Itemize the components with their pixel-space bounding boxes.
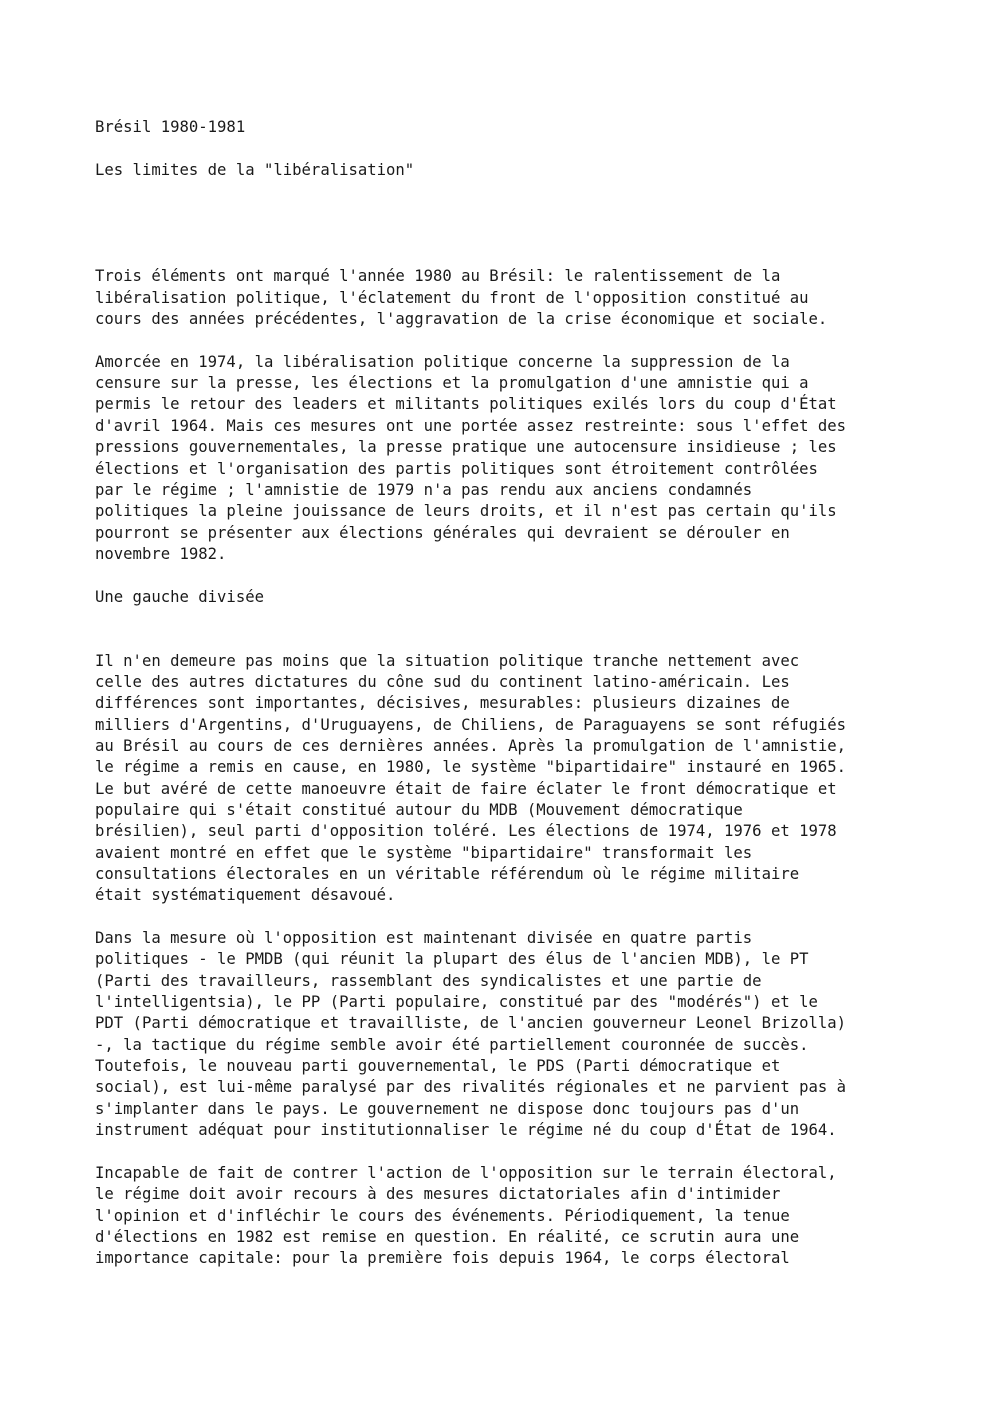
- paragraph-line: importance capitale: pour la première fois depuis 1964, le corps électoral: [95, 1249, 790, 1268]
- paragraph-line: l'intelligentsia), le PP (Parti populaire, constitué par des "modérés") et le: [95, 993, 818, 1012]
- paragraph-line: novembre 1982.: [95, 544, 227, 563]
- paragraph-line: libéralisation politique, l'éclatement du front de l'opposition constitué au: [95, 288, 809, 307]
- paragraph-line: l'opinion et d'infléchir le cours des événements. Périodiquement, la tenue: [95, 1206, 790, 1225]
- paragraph-line: cours des années précédentes, l'aggravation de la crise économique et sociale.: [95, 310, 828, 329]
- paragraph-line: milliers d'Argentins, d'Uruguayens, de Chiliens, de Paraguayens se sont réfugiés: [95, 715, 847, 734]
- paragraph-line: Le but avéré de cette manoeuvre était de faire éclater le front démocratique et: [95, 779, 837, 798]
- paragraph-line: Amorcée en 1974, la libéralisation politique concerne la suppression de la: [95, 352, 790, 371]
- spacer: [95, 907, 955, 928]
- paragraph-line: instrument adéquat pour institutionnaliser le régime né du coup d'État de 1964.: [95, 1121, 837, 1140]
- spacer: [95, 181, 955, 266]
- paragraph-line: différences sont importantes, décisives, mesurables: plusieurs dizaines de: [95, 694, 790, 713]
- paragraph-line: Incapable de fait de contrer l'action de l'opposition sur le terrain électoral,: [95, 1163, 837, 1182]
- paragraph-line: Dans la mesure où l'opposition est maintenant divisée en quatre partis: [95, 929, 753, 948]
- paragraph-line: (Parti des travailleurs, rassemblant des syndicalistes et une partie de: [95, 971, 762, 990]
- paragraph-line: par le régime ; l'amnistie de 1979 n'a pas rendu aux anciens condamnés: [95, 480, 753, 499]
- spacer: [95, 565, 955, 586]
- document-subtitle: Les limites de la "libéralisation": [95, 160, 415, 179]
- paragraph-line: censure sur la presse, les élections et la promulgation d'une amnistie qui a: [95, 374, 809, 393]
- paragraph-opposition: [95, 928, 955, 1141]
- spacer: [95, 1142, 955, 1163]
- paragraph-line: PDT (Parti démocratique et travailliste, de l'ancien gouverneur Leonel Brizolla): [95, 1014, 847, 1033]
- paragraph-line: avaient montré en effet que le système "bipartidaire" transformait les: [95, 843, 753, 862]
- paragraph-line: celle des autres dictatures du cône sud du continent latino-américain. Les: [95, 672, 790, 691]
- paragraph-line: politiques - le PMDB (qui réunit la plupart des élus de l'ancien MDB), le PT: [95, 950, 809, 969]
- paragraph-liberalisation: [95, 352, 955, 565]
- paragraph-situation: [95, 651, 955, 907]
- document-title: Brésil 1980-1981: [95, 118, 246, 136]
- paragraph-line: le régime doit avoir recours à des mesures dictatoriales afin d'intimider: [95, 1185, 781, 1204]
- paragraph-line: au Brésil au cours de ces dernières années. Après la promulgation de l'amnistie,: [95, 736, 847, 755]
- paragraph-line: d'élections en 1982 est remise en question. En réalité, ce scrutin aura une: [95, 1227, 800, 1246]
- paragraph-line: pourront se présenter aux élections générales qui devraient se dérouler en: [95, 523, 790, 542]
- paragraph-regime: [95, 1163, 955, 1270]
- paragraph-line: brésilien), seul parti d'opposition toléré. Les élections de 1974, 1976 et 1978: [95, 822, 837, 841]
- paragraph-line: élections et l'organisation des partis politiques sont étroitement contrôlées: [95, 459, 818, 478]
- document-page: [95, 117, 955, 1270]
- paragraph-line: Il n'en demeure pas moins que la situation politique tranche nettement avec: [95, 651, 800, 670]
- paragraph-line: d'avril 1964. Mais ces mesures ont une portée assez restreinte: sous l'effet des: [95, 416, 847, 435]
- paragraph-line: Trois éléments ont marqué l'année 1980 au Brésil: le ralentissement de la: [95, 267, 781, 286]
- spacer: [95, 608, 955, 651]
- section-heading: Une gauche divisée: [95, 587, 264, 606]
- paragraph-line: social), est lui-même paralysé par des rivalités régionales et ne parvient pas à: [95, 1078, 847, 1097]
- paragraph-line: populaire qui s'était constitué autour du MDB (Mouvement démocratique: [95, 801, 743, 820]
- paragraph-line: consultations électorales en un véritable référendum où le régime militaire: [95, 865, 800, 884]
- paragraph-line: était systématiquement désavoué.: [95, 886, 396, 905]
- spacer: [95, 330, 955, 351]
- paragraph-line: le régime a remis en cause, en 1980, le système "bipartidaire" instauré en 1965.: [95, 758, 847, 777]
- paragraph-line: politiques la pleine jouissance de leurs droits, et il n'est pas certain qu'ils: [95, 502, 837, 521]
- paragraph-line: permis le retour des leaders et militants politiques exilés lors du coup d'État: [95, 395, 837, 414]
- paragraph-line: pressions gouvernementales, la presse pratique une autocensure insidieuse ; les: [95, 438, 837, 457]
- paragraph-line: -, la tactique du régime semble avoir été partiellement couronnée de succès.: [95, 1035, 809, 1054]
- spacer: [95, 138, 955, 159]
- paragraph-intro: [95, 266, 955, 330]
- paragraph-line: s'implanter dans le pays. Le gouvernement ne dispose donc toujours pas d'un: [95, 1099, 800, 1118]
- paragraph-line: Toutefois, le nouveau parti gouvernemental, le PDS (Parti démocratique et: [95, 1057, 781, 1076]
